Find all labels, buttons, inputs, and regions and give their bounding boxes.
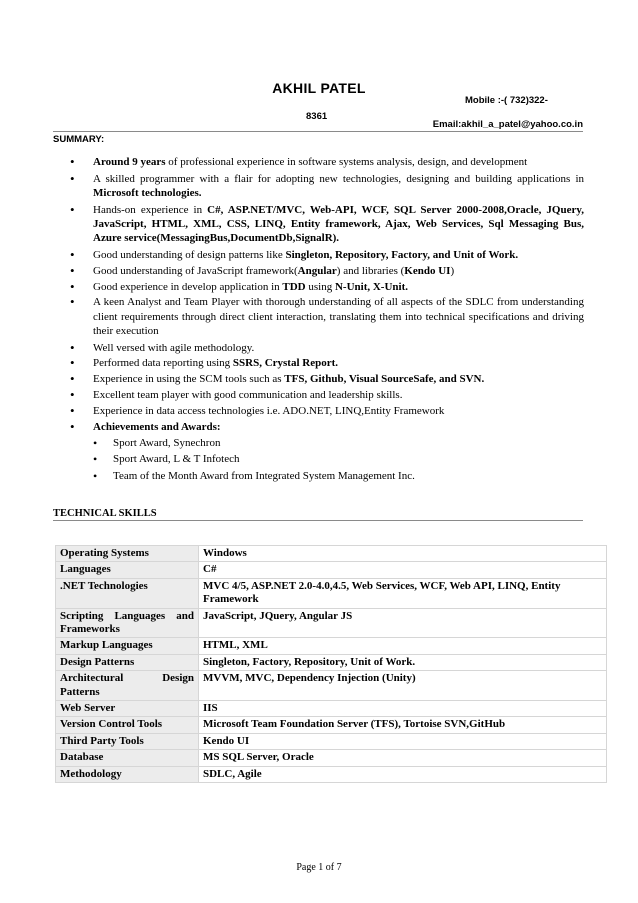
- technical-skills-divider: [53, 520, 583, 521]
- table-row: [56, 546, 607, 562]
- skill-value: Windows: [199, 546, 607, 562]
- skill-value: MS SQL Server, Oracle: [199, 750, 607, 766]
- table-row: [56, 733, 607, 749]
- award-item: • Team of the Month Award from Integrated System Management Inc.: [93, 469, 584, 483]
- summary-item-javascript: • Good understanding of JavaScript framework(Angular) and libraries (Kendo UI): [70, 264, 584, 278]
- table-row: [56, 562, 607, 578]
- skill-value: JavaScript, JQuery, Angular JS: [199, 608, 607, 638]
- summary-heading: SUMMARY:: [53, 134, 105, 145]
- table-row: [56, 750, 607, 766]
- email-address: Email:akhil_a_patel@yahoo.co.in: [432, 119, 583, 130]
- award-item: • Sport Award, Synechron: [93, 436, 584, 450]
- mobile-number-continued: 8361: [306, 111, 328, 122]
- skill-value: HTML, XML: [199, 638, 607, 654]
- skill-value: Singleton, Factory, Repository, Unit of Work.: [199, 654, 607, 670]
- candidate-name: AKHIL PATEL: [272, 80, 366, 96]
- skill-label: Third Party Tools: [56, 733, 199, 749]
- summary-item-reporting: • Performed data reporting using SSRS, Crystal Report.: [70, 356, 584, 370]
- mobile-number: Mobile :-( 732)322-: [465, 95, 548, 106]
- table-row: [56, 654, 607, 670]
- summary-item-analyst: • A keen Analyst and Team Player with thorough understanding of all aspects of the SDLC from understanding client requirements through direct client interaction, translating them into technical specifications and driving their execution: [70, 295, 584, 338]
- summary-item-scm: • Experience in using the SCM tools such as TFS, Github, Visual SourceSafe, and SVN.: [70, 372, 584, 386]
- table-row: [56, 671, 607, 701]
- technical-skills-table: [55, 545, 607, 783]
- summary-item-data-access: • Experience in data access technologies i.e. ADO.NET, LINQ,Entity Framework: [70, 404, 584, 418]
- table-row: [56, 766, 607, 782]
- skill-value: Microsoft Team Foundation Server (TFS), Tortoise SVN,GitHub: [199, 717, 607, 733]
- table-row: [56, 701, 607, 717]
- award-item: • Sport Award, L & T Infotech: [93, 452, 584, 466]
- summary-item-programmer: • A skilled programmer with a flair for adopting new technologies, designing and building applications in Microsoft technologies.: [70, 172, 584, 200]
- summary-item-tdd: • Good experience in develop application in TDD using N-Unit, X-Unit.: [70, 280, 584, 294]
- skill-label: Database: [56, 750, 199, 766]
- summary-item-agile: • Well versed with agile methodology.: [70, 341, 584, 355]
- page-number: Page 1 of 7: [296, 862, 342, 873]
- skill-value: C#: [199, 562, 607, 578]
- header-divider: [53, 131, 583, 132]
- skill-label: Scripting Languages and Frameworks: [56, 608, 199, 638]
- skill-label: Design Patterns: [56, 654, 199, 670]
- skill-value: IIS: [199, 701, 607, 717]
- table-row: [56, 608, 607, 638]
- awards-list: [93, 436, 584, 483]
- skill-value: Kendo UI: [199, 733, 607, 749]
- summary-item-experience: • Around 9 years of professional experience in software systems analysis, design, and development: [70, 155, 584, 169]
- technical-skills-heading: TECHNICAL SKILLS: [53, 508, 157, 519]
- skill-label: Architectural Design Patterns: [56, 671, 199, 701]
- summary-list: [70, 155, 584, 486]
- skill-label: .NET Technologies: [56, 578, 199, 608]
- summary-item-teamplayer: • Excellent team player with good communication and leadership skills.: [70, 388, 584, 402]
- summary-item-hands-on: • Hands-on experience in C#, ASP.NET/MVC, Web-API, WCF, SQL Server 2000-2008,Oracle, JQuery, JavaScript, HTML, XML, CSS, LINQ, Entity framework, Ajax, Web Services, Sql Messaging Bus, Azure service(MessagingBus,DocumentDb,SignalR).: [70, 203, 584, 246]
- table-row: [56, 578, 607, 608]
- skill-label: Markup Languages: [56, 638, 199, 654]
- skill-label: Version Control Tools: [56, 717, 199, 733]
- summary-item-awards: [70, 420, 584, 483]
- table-row: [56, 638, 607, 654]
- skill-value: MVVM, MVC, Dependency Injection (Unity): [199, 671, 607, 701]
- skill-value: MVC 4/5, ASP.NET 2.0-4.0,4.5, Web Services, WCF, Web API, LINQ, Entity Framework: [199, 578, 607, 608]
- table-row: [56, 717, 607, 733]
- skill-label: Operating Systems: [56, 546, 199, 562]
- skill-label: Web Server: [56, 701, 199, 717]
- awards-heading: Achievements and Awards:: [93, 420, 221, 433]
- skill-label: Methodology: [56, 766, 199, 782]
- skill-label: Languages: [56, 562, 199, 578]
- skill-value: SDLC, Agile: [199, 766, 607, 782]
- summary-item-design-patterns: • Good understanding of design patterns like Singleton, Repository, Factory, and Unit of Work.: [70, 248, 584, 262]
